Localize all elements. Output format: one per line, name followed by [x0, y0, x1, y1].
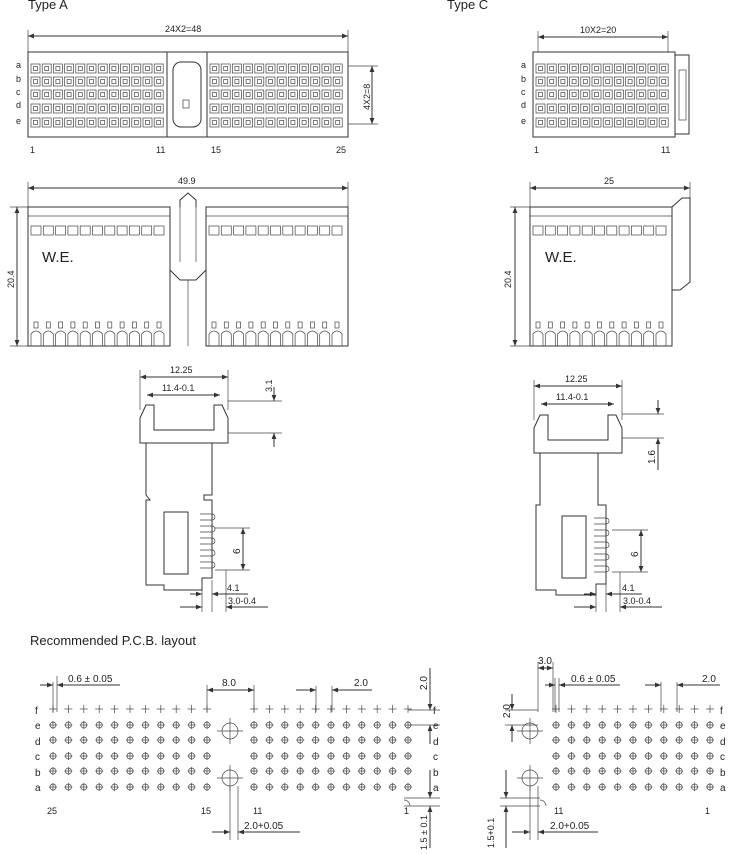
front-pin-body: [570, 331, 580, 346]
row-label-d: d: [521, 100, 527, 110]
type-a-front-width-dim: 49.9: [178, 176, 196, 186]
front-pin-tip: [108, 322, 112, 328]
front-cavity: [307, 226, 317, 235]
col-label-1: 1: [404, 806, 410, 816]
front-pin-body: [545, 331, 555, 346]
row-label-c: c: [720, 752, 725, 763]
type-a-front-height-dim: 20.4: [6, 270, 16, 288]
type-c-side-view: [534, 374, 664, 612]
front-cavity: [545, 226, 555, 235]
row-label-e: e: [521, 116, 527, 126]
type-c-side-pin-offset-dim: 4.1: [622, 583, 635, 593]
front-cavity: [570, 226, 580, 235]
row-label-d: d: [720, 737, 726, 748]
type-a-side-inner-dim: 11.4-0.1: [162, 383, 195, 393]
front-pin-tip: [120, 322, 124, 328]
front-pin-tip: [598, 322, 602, 328]
type-c-front-height-dim: 20.4: [503, 270, 513, 288]
side-pin: [200, 514, 215, 520]
row-label-b: b: [35, 768, 41, 779]
front-pin-body: [295, 331, 305, 346]
side-pin: [594, 542, 609, 548]
col-label-11: 11: [156, 145, 166, 155]
front-cavity: [582, 226, 592, 235]
front-pin-body: [631, 331, 641, 346]
front-pin-body: [283, 331, 293, 346]
type-a-top-view: [16, 24, 378, 155]
front-pin-tip: [249, 322, 253, 328]
front-pin-tip: [659, 322, 663, 328]
pcb-a-edge-dim: 1.5 ± 0.1: [419, 815, 429, 850]
front-cavity: [258, 226, 268, 235]
front-pin-tip: [212, 322, 216, 328]
front-pin-body: [332, 331, 342, 346]
type-c-marking: W.E.: [545, 249, 577, 266]
front-pin-body: [93, 331, 103, 346]
pcb-c-pitch-dim: 2.0: [702, 674, 716, 685]
front-pin-tip: [622, 322, 626, 328]
front-cavity: [80, 226, 90, 235]
front-pin-body: [607, 331, 617, 346]
type-a-side-pin-offset-dim: 4.1: [227, 583, 240, 593]
side-pin: [594, 566, 609, 572]
type-a-side-pin-span-dim: 6: [232, 548, 243, 554]
front-pin-tip: [274, 322, 278, 328]
side-pin: [200, 562, 215, 568]
front-pin-body: [105, 331, 115, 346]
col-label-15: 15: [211, 145, 222, 155]
front-pin-body: [43, 331, 53, 346]
front-cavity: [209, 226, 219, 235]
front-cavity: [117, 226, 127, 235]
type-c-front-view: [503, 176, 690, 346]
front-cavity: [656, 226, 666, 235]
row-label-e: e: [35, 721, 41, 732]
front-cavity: [43, 226, 53, 235]
pcb-a-offset-dim: 2.0+0.05: [244, 821, 284, 832]
side-pin: [200, 538, 215, 544]
front-cavity: [619, 226, 629, 235]
pcb-layout-title: Recommended P.C.B. layout: [30, 633, 196, 648]
type-c-side-pin-len-dim: 3.0-0.4: [623, 596, 652, 606]
front-pin-tip: [561, 322, 565, 328]
front-pin-body: [56, 331, 66, 346]
type-c-side-top-dim: 1.6: [647, 450, 658, 464]
front-pin-body: [271, 331, 281, 346]
front-pin-tip: [323, 322, 327, 328]
front-pin-tip: [585, 322, 589, 328]
type-a-title: Type A: [28, 0, 68, 12]
front-pin-tip: [261, 322, 265, 328]
front-cavity: [129, 226, 139, 235]
row-label-b: b: [16, 74, 22, 84]
type-c-front-width-dim: 25: [604, 176, 615, 186]
type-a-marking: W.E.: [42, 249, 74, 266]
front-cavity: [332, 226, 342, 235]
front-cavity: [93, 226, 103, 235]
row-label-d: d: [433, 737, 439, 748]
side-pin: [200, 550, 215, 556]
front-pin-body: [142, 331, 152, 346]
type-c-top-view: [521, 25, 689, 155]
front-pin-tip: [335, 322, 339, 328]
front-pin-body: [656, 331, 666, 346]
pcb-a-hole-dim: 0.6 ± 0.05: [68, 674, 113, 685]
type-c-side-pin-span-dim: 6: [630, 551, 641, 557]
type-c-top-width-dim: 10X2=20: [580, 25, 617, 35]
front-pin-body: [619, 331, 629, 346]
row-label-c: c: [433, 752, 438, 763]
type-c-side-outer-dim: 12.25: [565, 374, 588, 384]
type-c-front-cavities: [533, 226, 666, 235]
pcb-c-hole-dim: 0.6 ± 0.05: [571, 674, 616, 685]
front-pin-body: [68, 331, 78, 346]
front-cavity: [68, 226, 78, 235]
front-pin-tip: [34, 322, 38, 328]
front-pin-tip: [634, 322, 638, 328]
front-pin-tip: [71, 322, 75, 328]
pcb-a-row-labels-right: [433, 706, 439, 794]
pcb-a-gap-dim: 8.0: [222, 678, 236, 689]
pcb-a-pitch-dim: 2.0: [354, 678, 368, 689]
col-label-11: 11: [554, 806, 564, 816]
pcb-c-edge-dim: 1.5+0.1: [486, 817, 496, 848]
front-pin-tip: [237, 322, 241, 328]
front-cavity: [295, 226, 305, 235]
pcb-a-row-pitch-dim: 2.0: [419, 676, 430, 690]
front-pin-tip: [224, 322, 228, 328]
front-pin-tip: [298, 322, 302, 328]
front-pin-body: [154, 331, 164, 346]
side-pin: [594, 530, 609, 536]
front-cavity: [142, 226, 152, 235]
row-label-f: f: [720, 706, 723, 717]
front-pin-tip: [132, 322, 136, 328]
front-pin-body: [320, 331, 330, 346]
col-label-25: 25: [47, 806, 58, 816]
front-pin-body: [221, 331, 231, 346]
type-c-front-pins: [533, 322, 666, 346]
row-label-a: a: [720, 783, 726, 794]
row-label-a: a: [433, 783, 439, 794]
front-cavity: [533, 226, 543, 235]
front-cavity: [31, 226, 41, 235]
pcb-c-row-labels: [720, 706, 726, 794]
front-cavity: [631, 226, 641, 235]
front-pin-tip: [59, 322, 63, 328]
front-pin-body: [258, 331, 268, 346]
pcb-c-hole-grid: [552, 705, 714, 791]
front-cavity: [283, 226, 293, 235]
pcb-c-top-dim: 3.0: [538, 656, 552, 667]
row-label-c: c: [16, 87, 21, 97]
type-c-title: Type C: [447, 0, 489, 12]
front-pin-tip: [610, 322, 614, 328]
type-a-top-width-dim: 24X2=48: [165, 24, 202, 34]
front-pin-tip: [536, 322, 540, 328]
front-pin-body: [209, 331, 219, 346]
row-label-b: b: [521, 74, 527, 84]
front-pin-body: [234, 331, 244, 346]
front-pin-body: [533, 331, 543, 346]
pcb-a-row-labels-left: [35, 706, 41, 794]
front-pin-tip: [310, 322, 314, 328]
type-a-front-view: [6, 176, 348, 346]
pcb-layout-type-a: [35, 668, 440, 850]
front-pin-body: [307, 331, 317, 346]
row-label-b: b: [433, 768, 439, 779]
front-cavity: [644, 226, 654, 235]
front-pin-body: [31, 331, 41, 346]
type-a-front-pins: [31, 322, 342, 346]
row-label-c: c: [521, 87, 526, 97]
front-pin-body: [80, 331, 90, 346]
row-label-a: a: [16, 60, 22, 70]
row-label-a: a: [35, 783, 41, 794]
front-pin-tip: [96, 322, 100, 328]
front-pin-tip: [46, 322, 50, 328]
front-pin-tip: [83, 322, 87, 328]
type-a-side-pin-len-dim: 3.0-0.4: [228, 596, 257, 606]
type-a-side-view: [140, 365, 282, 612]
side-pin: [594, 554, 609, 560]
col-label-1: 1: [534, 145, 540, 155]
front-cavity: [271, 226, 281, 235]
type-a-front-cavities: [31, 226, 342, 235]
col-label-25: 25: [336, 145, 347, 155]
side-pin: [200, 526, 215, 532]
front-pin-body: [595, 331, 605, 346]
col-label-1: 1: [705, 806, 711, 816]
front-pin-tip: [548, 322, 552, 328]
front-pin-tip: [647, 322, 651, 328]
pcb-c-row-pitch-dim: 2.0: [502, 704, 513, 718]
front-pin-body: [117, 331, 127, 346]
front-cavity: [154, 226, 164, 235]
front-pin-tip: [145, 322, 149, 328]
col-label-11: 11: [253, 806, 263, 816]
front-cavity: [56, 226, 66, 235]
front-cavity: [221, 226, 231, 235]
type-a-side-pins: [200, 514, 215, 568]
side-pin: [594, 518, 609, 524]
row-label-c: c: [35, 752, 40, 763]
row-label-d: d: [35, 737, 41, 748]
row-label-e: e: [433, 721, 439, 732]
row-label-a: a: [521, 60, 527, 70]
front-pin-body: [246, 331, 256, 346]
col-label-1: 1: [30, 145, 36, 155]
row-label-b: b: [720, 768, 726, 779]
front-pin-body: [558, 331, 568, 346]
front-pin-body: [644, 331, 654, 346]
front-cavity: [234, 226, 244, 235]
pcb-c-offset-dim: 2.0+0.05: [550, 821, 590, 832]
type-c-side-inner-dim: 11.4-0.1: [556, 392, 589, 402]
pcb-layout-type-c: [486, 656, 726, 848]
front-cavity: [607, 226, 617, 235]
row-label-f: f: [35, 706, 38, 717]
front-pin-tip: [286, 322, 290, 328]
front-pin-tip: [157, 322, 161, 328]
front-pin-tip: [573, 322, 577, 328]
front-cavity: [320, 226, 330, 235]
type-a-side-top-dim: 3.1: [264, 379, 274, 392]
type-c-side-pins: [594, 518, 609, 572]
type-a-row-labels: [16, 60, 21, 126]
row-label-e: e: [16, 116, 22, 126]
front-pin-body: [129, 331, 139, 346]
row-label-e: e: [720, 721, 726, 732]
row-label-d: d: [16, 100, 22, 110]
col-label-15: 15: [201, 806, 212, 816]
type-a-side-outer-dim: 12.25: [170, 365, 193, 375]
front-cavity: [595, 226, 605, 235]
front-cavity: [105, 226, 115, 235]
row-label-f: f: [433, 706, 436, 717]
front-cavity: [558, 226, 568, 235]
front-pin-body: [582, 331, 592, 346]
front-cavity: [246, 226, 256, 235]
col-label-11: 11: [661, 145, 671, 155]
type-a-top-height-dim: 4X2=8: [362, 83, 372, 110]
